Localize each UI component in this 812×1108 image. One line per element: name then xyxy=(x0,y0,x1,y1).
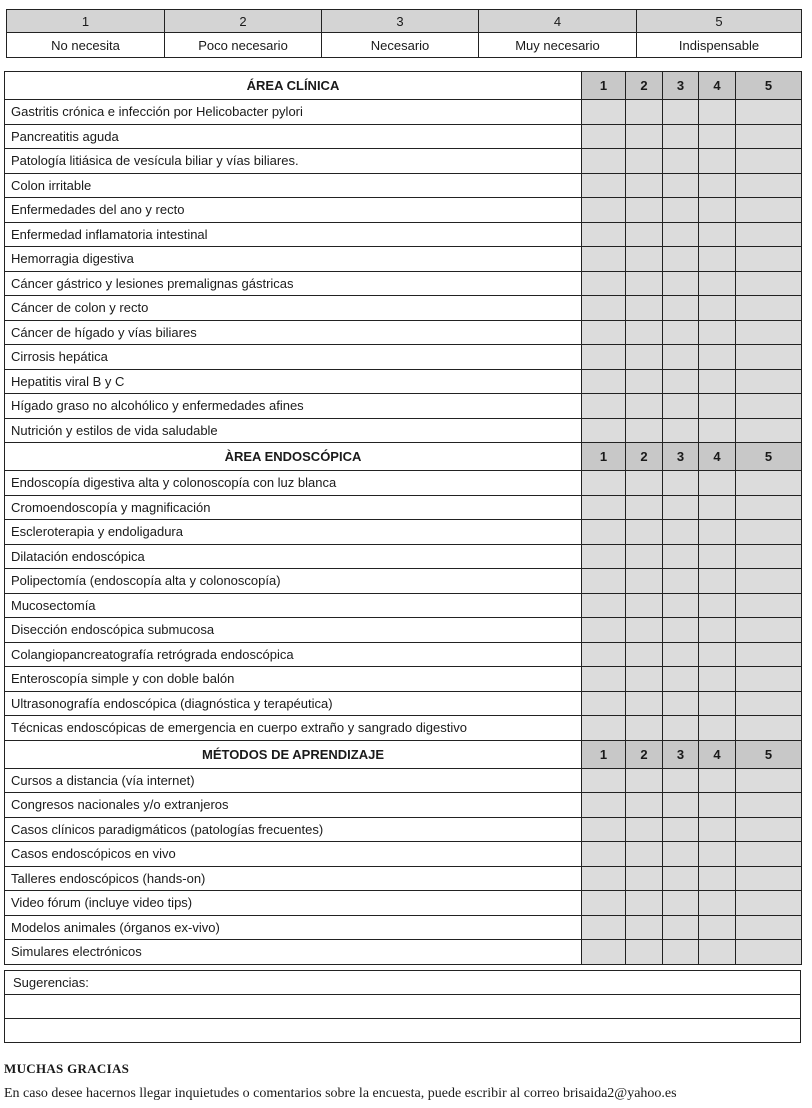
rating-column-header: 4 xyxy=(699,443,736,471)
rating-cell[interactable] xyxy=(699,149,736,174)
rating-cell[interactable] xyxy=(663,149,699,174)
rating-cell[interactable] xyxy=(699,618,736,643)
survey-item-label: Ultrasonografía endoscópica (diagnóstica y terapéutica) xyxy=(5,691,582,716)
contact-text: En caso desee hacernos llegar inquietudes o comentarios sobre la encuesta, puede escribir al correo brisaida2@yahoo.es xyxy=(4,1086,677,1101)
rating-cell[interactable] xyxy=(582,891,626,916)
rating-column-header: 5 xyxy=(736,72,802,100)
rating-cell[interactable] xyxy=(582,100,626,125)
survey-row xyxy=(5,793,802,818)
rating-cell[interactable] xyxy=(699,471,736,496)
rating-cell[interactable] xyxy=(626,793,663,818)
rating-cell[interactable] xyxy=(626,866,663,891)
rating-cell[interactable] xyxy=(663,716,699,741)
survey-row xyxy=(5,768,802,793)
rating-cell[interactable] xyxy=(663,569,699,594)
rating-cell[interactable] xyxy=(663,271,699,296)
rating-cell[interactable] xyxy=(736,320,802,345)
survey-row xyxy=(5,667,802,692)
rating-cell[interactable] xyxy=(736,271,802,296)
section-header xyxy=(5,740,802,768)
rating-cell[interactable] xyxy=(626,817,663,842)
survey-row xyxy=(5,940,802,965)
rating-cell[interactable] xyxy=(626,593,663,618)
rating-cell[interactable] xyxy=(663,768,699,793)
rating-cell[interactable] xyxy=(663,247,699,272)
section-title: ÀREA ENDOSCÓPICA xyxy=(5,443,582,471)
rating-cell[interactable] xyxy=(736,222,802,247)
survey-item-label: Técnicas endoscópicas de emergencia en cuerpo extraño y sangrado digestivo xyxy=(5,716,582,741)
rating-cell[interactable] xyxy=(736,345,802,370)
rating-cell[interactable] xyxy=(663,520,699,545)
rating-cell[interactable] xyxy=(626,520,663,545)
rating-cell[interactable] xyxy=(736,149,802,174)
rating-cell[interactable] xyxy=(663,793,699,818)
rating-cell[interactable] xyxy=(699,768,736,793)
survey-row xyxy=(5,296,802,321)
rating-cell[interactable] xyxy=(582,345,626,370)
survey-item-label: Nutrición y estilos de vida saludable xyxy=(5,418,582,443)
rating-cell[interactable] xyxy=(663,100,699,125)
rating-cell[interactable] xyxy=(626,320,663,345)
rating-cell[interactable] xyxy=(699,891,736,916)
rating-cell[interactable] xyxy=(699,940,736,965)
rating-cell[interactable] xyxy=(736,642,802,667)
survey-item-label: Patología litiásica de vesícula biliar y vías biliares. xyxy=(5,149,582,174)
rating-cell[interactable] xyxy=(626,667,663,692)
rating-cell[interactable] xyxy=(699,222,736,247)
rating-cell[interactable] xyxy=(663,891,699,916)
survey-row xyxy=(5,149,802,174)
rating-cell[interactable] xyxy=(736,817,802,842)
rating-cell[interactable] xyxy=(663,198,699,223)
survey-row xyxy=(5,495,802,520)
survey-item-label: Casos endoscópicos en vivo xyxy=(5,842,582,867)
rating-cell[interactable] xyxy=(626,271,663,296)
survey-row xyxy=(5,520,802,545)
rating-cell[interactable] xyxy=(736,842,802,867)
survey-row xyxy=(5,891,802,916)
rating-cell[interactable] xyxy=(736,891,802,916)
rating-cell[interactable] xyxy=(736,793,802,818)
rating-cell[interactable] xyxy=(663,345,699,370)
rating-cell[interactable] xyxy=(582,793,626,818)
survey-item-label: Pancreatitis aguda xyxy=(5,124,582,149)
rating-cell[interactable] xyxy=(663,394,699,419)
rating-cell[interactable] xyxy=(699,271,736,296)
rating-cell[interactable] xyxy=(736,369,802,394)
rating-cell[interactable] xyxy=(582,247,626,272)
rating-cell[interactable] xyxy=(582,320,626,345)
rating-cell[interactable] xyxy=(663,418,699,443)
rating-cell[interactable] xyxy=(582,716,626,741)
suggestions-label: Sugerencias: xyxy=(5,971,801,995)
rating-cell[interactable] xyxy=(699,842,736,867)
rating-cell[interactable] xyxy=(582,198,626,223)
rating-cell[interactable] xyxy=(663,593,699,618)
scale-number: 1 xyxy=(7,10,165,33)
rating-cell[interactable] xyxy=(582,817,626,842)
rating-cell[interactable] xyxy=(699,793,736,818)
rating-cell[interactable] xyxy=(582,842,626,867)
rating-cell[interactable] xyxy=(582,271,626,296)
rating-cell[interactable] xyxy=(582,296,626,321)
rating-cell[interactable] xyxy=(736,100,802,125)
rating-cell[interactable] xyxy=(736,124,802,149)
survey-item-label: Disección endoscópica submucosa xyxy=(5,618,582,643)
rating-cell[interactable] xyxy=(663,369,699,394)
rating-column-header: 3 xyxy=(663,443,699,471)
rating-cell[interactable] xyxy=(699,320,736,345)
rating-cell[interactable] xyxy=(736,173,802,198)
rating-cell[interactable] xyxy=(736,495,802,520)
rating-cell[interactable] xyxy=(582,495,626,520)
survey-item-label: Gastritis crónica e infección por Helicobacter pylori xyxy=(5,100,582,125)
rating-column-header: 2 xyxy=(626,72,663,100)
survey-item-label: Endoscopía digestiva alta y colonoscopía con luz blanca xyxy=(5,471,582,496)
survey-row xyxy=(5,618,802,643)
survey-table xyxy=(4,71,802,965)
rating-cell[interactable] xyxy=(582,173,626,198)
survey-row xyxy=(5,866,802,891)
rating-cell[interactable] xyxy=(582,691,626,716)
rating-cell[interactable] xyxy=(699,100,736,125)
rating-scale-legend xyxy=(6,9,802,58)
survey-item-label: Cáncer de colon y recto xyxy=(5,296,582,321)
rating-cell[interactable] xyxy=(736,618,802,643)
rating-cell[interactable] xyxy=(626,198,663,223)
rating-column-header: 3 xyxy=(663,740,699,768)
survey-row xyxy=(5,271,802,296)
survey-row xyxy=(5,124,802,149)
survey-row xyxy=(5,544,802,569)
survey-item-label: Enteroscopía simple y con doble balón xyxy=(5,667,582,692)
survey-row xyxy=(5,716,802,741)
survey-item-label: Talleres endoscópicos (hands-on) xyxy=(5,866,582,891)
rating-cell[interactable] xyxy=(582,544,626,569)
rating-cell[interactable] xyxy=(582,768,626,793)
rating-cell[interactable] xyxy=(699,124,736,149)
rating-cell[interactable] xyxy=(699,866,736,891)
rating-cell[interactable] xyxy=(699,915,736,940)
survey-item-label: Colon irritable xyxy=(5,173,582,198)
rating-cell[interactable] xyxy=(663,296,699,321)
rating-cell[interactable] xyxy=(663,618,699,643)
rating-column-header: 3 xyxy=(663,72,699,100)
survey-row xyxy=(5,418,802,443)
rating-cell[interactable] xyxy=(736,247,802,272)
rating-cell[interactable] xyxy=(626,691,663,716)
rating-cell[interactable] xyxy=(736,544,802,569)
survey-row xyxy=(5,320,802,345)
rating-cell[interactable] xyxy=(582,471,626,496)
section-title: ÁREA CLÍNICA xyxy=(5,72,582,100)
survey-item-label: Mucosectomía xyxy=(5,593,582,618)
rating-cell[interactable] xyxy=(699,642,736,667)
rating-cell[interactable] xyxy=(699,345,736,370)
rating-cell[interactable] xyxy=(626,471,663,496)
rating-cell[interactable] xyxy=(626,891,663,916)
scale-label: Indispensable xyxy=(637,33,802,58)
rating-cell[interactable] xyxy=(626,569,663,594)
survey-row xyxy=(5,642,802,667)
rating-cell[interactable] xyxy=(663,124,699,149)
rating-column-header: 2 xyxy=(626,443,663,471)
rating-column-header: 4 xyxy=(699,740,736,768)
survey-row xyxy=(5,691,802,716)
rating-cell[interactable] xyxy=(582,866,626,891)
rating-cell[interactable] xyxy=(626,394,663,419)
rating-cell[interactable] xyxy=(663,544,699,569)
rating-cell[interactable] xyxy=(663,222,699,247)
survey-item-label: Hígado graso no alcohólico y enfermedades afines xyxy=(5,394,582,419)
rating-cell[interactable] xyxy=(699,198,736,223)
rating-cell[interactable] xyxy=(663,642,699,667)
scale-number: 5 xyxy=(637,10,802,33)
scale-number: 2 xyxy=(165,10,322,33)
rating-column-header: 1 xyxy=(582,72,626,100)
scale-label: Poco necesario xyxy=(165,33,322,58)
survey-row xyxy=(5,593,802,618)
survey-item-label: Hepatitis viral B y C xyxy=(5,369,582,394)
rating-cell[interactable] xyxy=(582,418,626,443)
rating-cell[interactable] xyxy=(626,100,663,125)
rating-cell[interactable] xyxy=(699,369,736,394)
rating-cell[interactable] xyxy=(736,418,802,443)
survey-row xyxy=(5,817,802,842)
rating-cell[interactable] xyxy=(626,544,663,569)
rating-cell[interactable] xyxy=(736,296,802,321)
rating-cell[interactable] xyxy=(663,866,699,891)
rating-cell[interactable] xyxy=(663,495,699,520)
survey-item-label: Dilatación endoscópica xyxy=(5,544,582,569)
survey-item-label: Hemorragia digestiva xyxy=(5,247,582,272)
rating-cell[interactable] xyxy=(582,940,626,965)
survey-item-label: Escleroterapia y endoligadura xyxy=(5,520,582,545)
rating-cell[interactable] xyxy=(699,569,736,594)
suggestions-line[interactable] xyxy=(5,995,801,1019)
rating-cell[interactable] xyxy=(582,915,626,940)
rating-cell[interactable] xyxy=(582,520,626,545)
survey-row xyxy=(5,915,802,940)
thanks-text: MUCHAS GRACIAS xyxy=(4,1061,130,1076)
scale-label: No necesita xyxy=(7,33,165,58)
rating-cell[interactable] xyxy=(663,173,699,198)
suggestions-box xyxy=(4,970,801,1043)
rating-cell[interactable] xyxy=(736,866,802,891)
rating-cell[interactable] xyxy=(626,149,663,174)
rating-cell[interactable] xyxy=(736,940,802,965)
survey-row xyxy=(5,198,802,223)
rating-cell[interactable] xyxy=(582,222,626,247)
rating-cell[interactable] xyxy=(699,495,736,520)
rating-cell[interactable] xyxy=(699,667,736,692)
scale-label: Muy necesario xyxy=(479,33,637,58)
rating-cell[interactable] xyxy=(582,593,626,618)
rating-cell[interactable] xyxy=(699,716,736,741)
rating-cell[interactable] xyxy=(736,667,802,692)
rating-cell[interactable] xyxy=(663,915,699,940)
section-header xyxy=(5,443,802,471)
survey-item-label: Enfermedades del ano y recto xyxy=(5,198,582,223)
rating-cell[interactable] xyxy=(626,618,663,643)
rating-cell[interactable] xyxy=(699,593,736,618)
rating-column-header: 4 xyxy=(699,72,736,100)
rating-column-header: 1 xyxy=(582,443,626,471)
rating-cell[interactable] xyxy=(699,520,736,545)
survey-row xyxy=(5,569,802,594)
rating-column-header: 5 xyxy=(736,740,802,768)
rating-cell[interactable] xyxy=(663,842,699,867)
rating-cell[interactable] xyxy=(736,471,802,496)
rating-column-header: 1 xyxy=(582,740,626,768)
rating-cell[interactable] xyxy=(626,842,663,867)
rating-cell[interactable] xyxy=(699,418,736,443)
rating-cell[interactable] xyxy=(626,124,663,149)
rating-cell[interactable] xyxy=(736,569,802,594)
rating-cell[interactable] xyxy=(582,124,626,149)
rating-cell[interactable] xyxy=(663,817,699,842)
survey-row xyxy=(5,173,802,198)
rating-cell[interactable] xyxy=(736,394,802,419)
survey-row xyxy=(5,222,802,247)
survey-row xyxy=(5,369,802,394)
rating-cell[interactable] xyxy=(736,716,802,741)
rating-cell[interactable] xyxy=(699,394,736,419)
rating-cell[interactable] xyxy=(736,691,802,716)
survey-row xyxy=(5,394,802,419)
rating-cell[interactable] xyxy=(663,667,699,692)
rating-cell[interactable] xyxy=(663,320,699,345)
rating-cell[interactable] xyxy=(736,198,802,223)
survey-item-label: Congresos nacionales y/o extranjeros xyxy=(5,793,582,818)
rating-cell[interactable] xyxy=(626,369,663,394)
survey-item-label: Video fórum (incluye video tips) xyxy=(5,891,582,916)
rating-cell[interactable] xyxy=(699,296,736,321)
survey-item-label: Modelos animales (órganos ex-vivo) xyxy=(5,915,582,940)
survey-row xyxy=(5,842,802,867)
rating-cell[interactable] xyxy=(736,520,802,545)
rating-cell[interactable] xyxy=(582,642,626,667)
scale-number: 4 xyxy=(479,10,637,33)
rating-cell[interactable] xyxy=(626,768,663,793)
rating-cell[interactable] xyxy=(699,691,736,716)
rating-cell[interactable] xyxy=(626,915,663,940)
survey-item-label: Cáncer gástrico y lesiones premalignas gástricas xyxy=(5,271,582,296)
survey-row xyxy=(5,100,802,125)
rating-cell[interactable] xyxy=(626,418,663,443)
rating-cell[interactable] xyxy=(699,247,736,272)
section-title: MÉTODOS DE APRENDIZAJE xyxy=(5,740,582,768)
rating-cell[interactable] xyxy=(663,940,699,965)
survey-row xyxy=(5,471,802,496)
rating-cell[interactable] xyxy=(626,716,663,741)
scale-label: Necesario xyxy=(322,33,479,58)
scale-number: 3 xyxy=(322,10,479,33)
survey-item-label: Enfermedad inflamatoria intestinal xyxy=(5,222,582,247)
suggestions-line[interactable] xyxy=(5,1019,801,1043)
rating-cell[interactable] xyxy=(626,247,663,272)
rating-cell[interactable] xyxy=(626,296,663,321)
rating-cell[interactable] xyxy=(736,768,802,793)
survey-row xyxy=(5,345,802,370)
section-header xyxy=(5,72,802,100)
survey-row xyxy=(5,247,802,272)
survey-item-label: Simulares electrónicos xyxy=(5,940,582,965)
rating-cell[interactable] xyxy=(626,940,663,965)
rating-cell[interactable] xyxy=(626,642,663,667)
survey-item-label: Cromoendoscopía y magnificación xyxy=(5,495,582,520)
rating-cell[interactable] xyxy=(582,569,626,594)
rating-cell[interactable] xyxy=(626,173,663,198)
rating-cell[interactable] xyxy=(582,369,626,394)
survey-item-label: Casos clínicos paradigmáticos (patologías frecuentes) xyxy=(5,817,582,842)
rating-column-header: 5 xyxy=(736,443,802,471)
rating-cell[interactable] xyxy=(699,817,736,842)
rating-cell[interactable] xyxy=(626,345,663,370)
rating-cell[interactable] xyxy=(626,495,663,520)
rating-cell[interactable] xyxy=(736,593,802,618)
rating-column-header: 2 xyxy=(626,740,663,768)
rating-cell[interactable] xyxy=(736,915,802,940)
rating-cell[interactable] xyxy=(699,173,736,198)
survey-item-label: Colangiopancreatografía retrógrada endoscópica xyxy=(5,642,582,667)
survey-item-label: Cirrosis hepática xyxy=(5,345,582,370)
rating-cell[interactable] xyxy=(626,222,663,247)
rating-cell[interactable] xyxy=(582,394,626,419)
rating-cell[interactable] xyxy=(582,149,626,174)
survey-item-label: Polipectomía (endoscopía alta y colonoscopía) xyxy=(5,569,582,594)
rating-cell[interactable] xyxy=(663,471,699,496)
survey-item-label: Cáncer de hígado y vías biliares xyxy=(5,320,582,345)
rating-cell[interactable] xyxy=(582,667,626,692)
rating-cell[interactable] xyxy=(699,544,736,569)
rating-cell[interactable] xyxy=(582,618,626,643)
rating-cell[interactable] xyxy=(663,691,699,716)
survey-item-label: Cursos a distancia (vía internet) xyxy=(5,768,582,793)
